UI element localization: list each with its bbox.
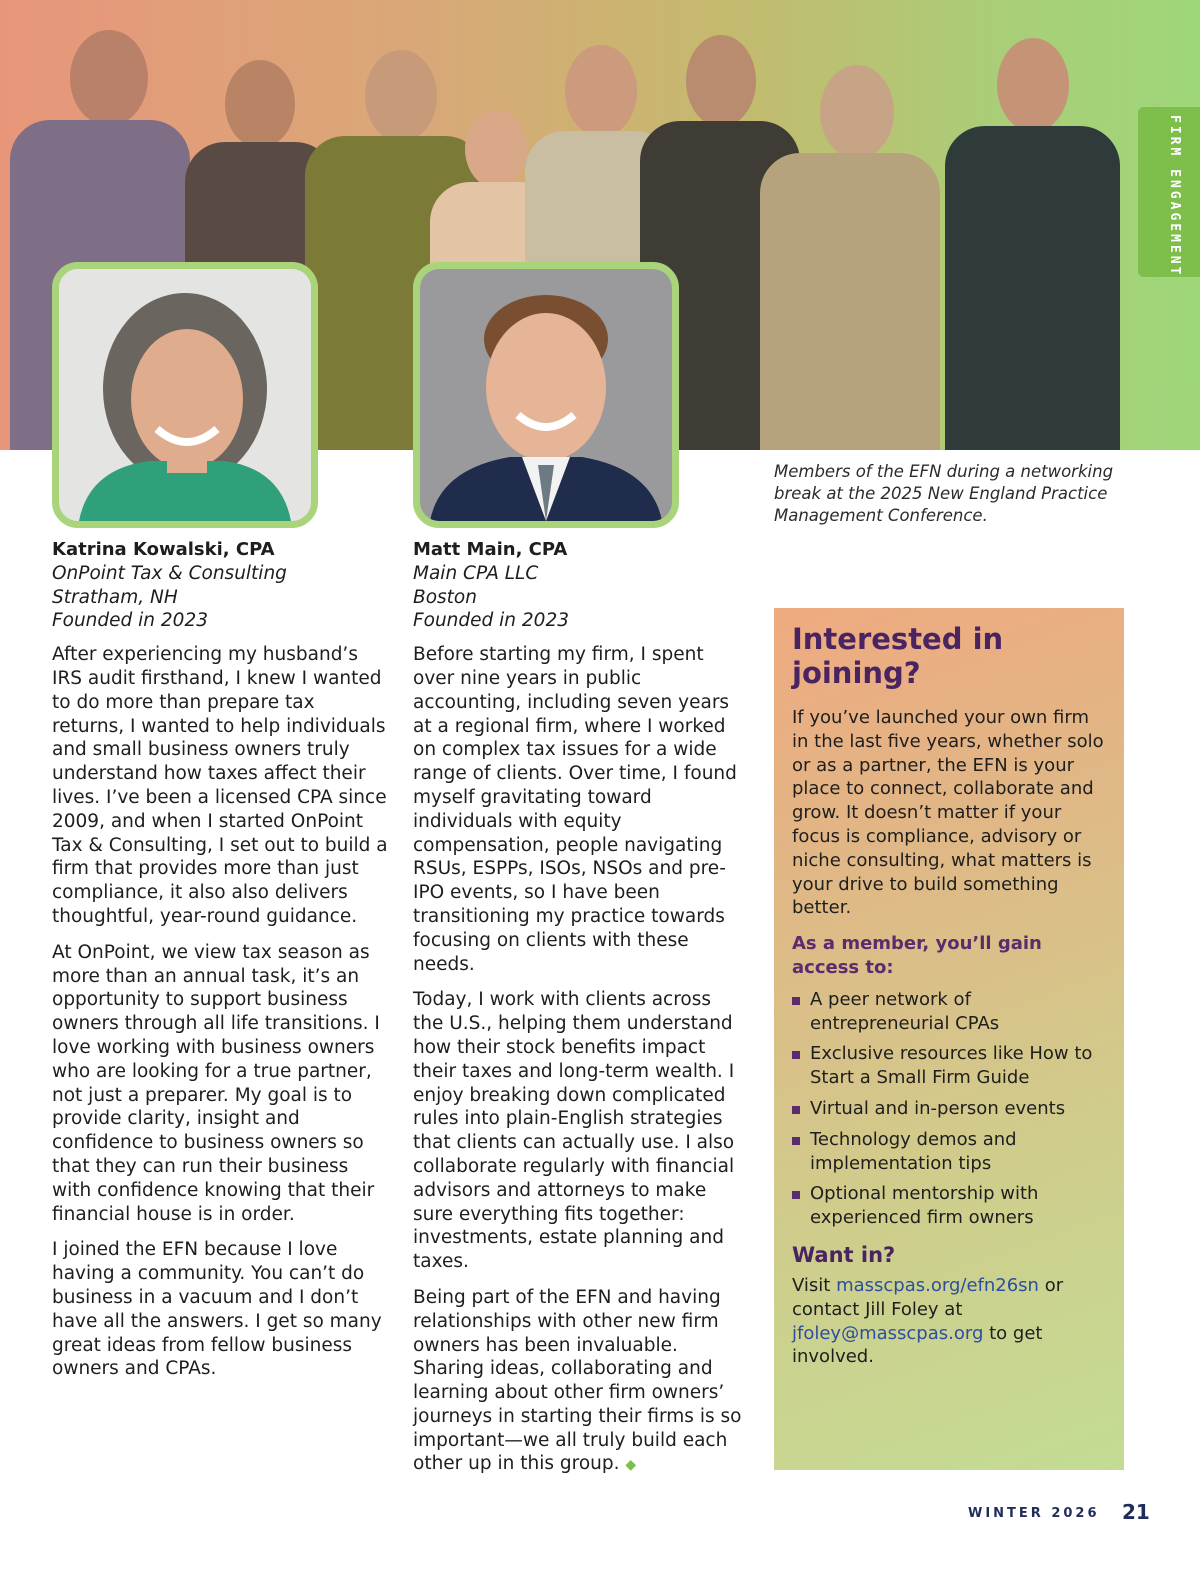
photo-figure — [945, 38, 1120, 450]
benefit-item: A peer network of entrepreneurial CPAs — [792, 988, 1106, 1036]
square-bullet-icon — [792, 1137, 800, 1145]
benefit-item: Virtual and in-person events — [792, 1097, 1106, 1121]
profile-column — [413, 538, 743, 1490]
profile-location: Boston — [413, 586, 477, 608]
issue-label: WINTER 2026 — [968, 1506, 1100, 1521]
profile-paragraph: Before starting my firm, I spent over nine years in public accounting, including seven years at a regional firm, where I worked on complex tax issues for a wide range of clients. Over time, I found myself gravitating toward individuals with equity compensation, people navigating RSUs, ESPPs, ISOs, NSOs and pre-IPO events, so I have been transitioning my practice towards focusing on clients with these needs. — [413, 644, 737, 975]
portrait-image — [59, 269, 311, 521]
profile-paragraph: At OnPoint, we view tax season as more than an annual task, it’s an opportunity to support business owners through all life transitions. I love working with business owners who are looking for a true partner, not just a preparer. My goal is to provide clarity, insight and confidence to business owners so that they can run their business with confidence knowing that their financial house is in order. — [52, 941, 380, 1225]
profile-location: Stratham, NH — [52, 586, 178, 608]
sidebar-title: Interested in joining? — [792, 622, 1004, 690]
end-mark-icon: ◆ — [625, 1457, 637, 1474]
profile-name: Matt Main, CPA — [413, 539, 568, 560]
benefit-item: Exclusive resources like How to Start a Small Firm Guide — [792, 1042, 1106, 1090]
benefits-list — [792, 988, 1106, 1230]
benefit-item: Technology demos and implementation tips — [792, 1128, 1106, 1176]
profile-header — [52, 538, 392, 633]
profile-column — [52, 538, 392, 1393]
cta-heading: Want in? — [792, 1242, 896, 1267]
page-number: 21 — [1122, 1500, 1150, 1524]
profile-paragraph-text: Being part of the EFN and having relationships with other new firm owners has been invaluable. Sharing ideas, collaborating and learning about other firm owners’ journeys in starting their firms is so important—we all truly build each other up in this group. — [413, 1286, 742, 1475]
profile-header — [413, 538, 743, 633]
photo-figure — [760, 65, 940, 450]
profile-founded: Founded in 2023 — [413, 610, 569, 632]
square-bullet-icon — [792, 997, 800, 1005]
profile-founded: Founded in 2023 — [52, 610, 208, 632]
profile-name: Katrina Kowalski, CPA — [52, 539, 275, 560]
cta-text: Visit masscpas.org/efn26sn or contact Jill Foley at jfoley@masscpas.org to get involved. — [792, 1274, 1064, 1368]
profile-paragraph: After experiencing my husband’s IRS audit firsthand, I knew I wanted to do more than prepare tax returns, I wanted to help individuals and small business owners truly understand how taxes affect their lives. I’ve been a licensed CPA since 2009, and when I started OnPoint Tax & Consulting, I set out to build a firm that provides more than just compliance, it also also delivers thoughtful, year-round guidance. — [52, 644, 388, 927]
benefit-item: Optional mentorship with experienced firm owners — [792, 1182, 1106, 1230]
portrait-matt-main — [413, 262, 679, 528]
portrait-image — [420, 269, 672, 521]
photo-caption: Members of the EFN during a networking break at the 2025 New England Practice Management Conference. — [774, 462, 1114, 525]
portrait-katrina-kowalski — [52, 262, 318, 528]
profile-paragraph: Today, I work with clients across the U.S., helping them understand how their stock benefits impact their taxes and long-term wealth. I enjoy breaking down complicated rules into plain-English strategies that clients can actually use. I also collaborate regularly with financial advisors and attorneys to make sure everything fits together: investments, estate planning and taxes. — [413, 989, 735, 1273]
profile-paragraph — [413, 1286, 743, 1478]
profile-firm: OnPoint Tax & Consulting — [52, 562, 287, 584]
sidebar-intro: If you’ve launched your own firm in the last five years, whether solo or as a partner, the EFN is your place to connect, collaborate and grow. It doesn’t matter if your focus is compliance, advisory or niche consulting, what matters is your drive to build something better. — [792, 707, 1104, 919]
square-bullet-icon — [792, 1106, 800, 1114]
efn-signup-link[interactable]: masscpas.org/efn26sn — [836, 1274, 1039, 1296]
profile-firm: Main CPA LLC — [413, 562, 539, 584]
benefits-heading: As a member, you’ll gain access to: — [792, 933, 1042, 978]
join-sidebar — [774, 608, 1124, 1470]
profile-paragraph: I joined the EFN because I love having a community. You can’t do business in a vacuum and I don’t have all the answers. I get so many great ideas from fellow business owners and CPAs. — [52, 1239, 382, 1380]
section-tab-label: FIRM ENGAGEMENT — [1167, 115, 1182, 278]
square-bullet-icon — [792, 1191, 800, 1199]
square-bullet-icon — [792, 1051, 800, 1059]
contact-email-link[interactable]: jfoley@masscpas.org — [792, 1322, 984, 1344]
